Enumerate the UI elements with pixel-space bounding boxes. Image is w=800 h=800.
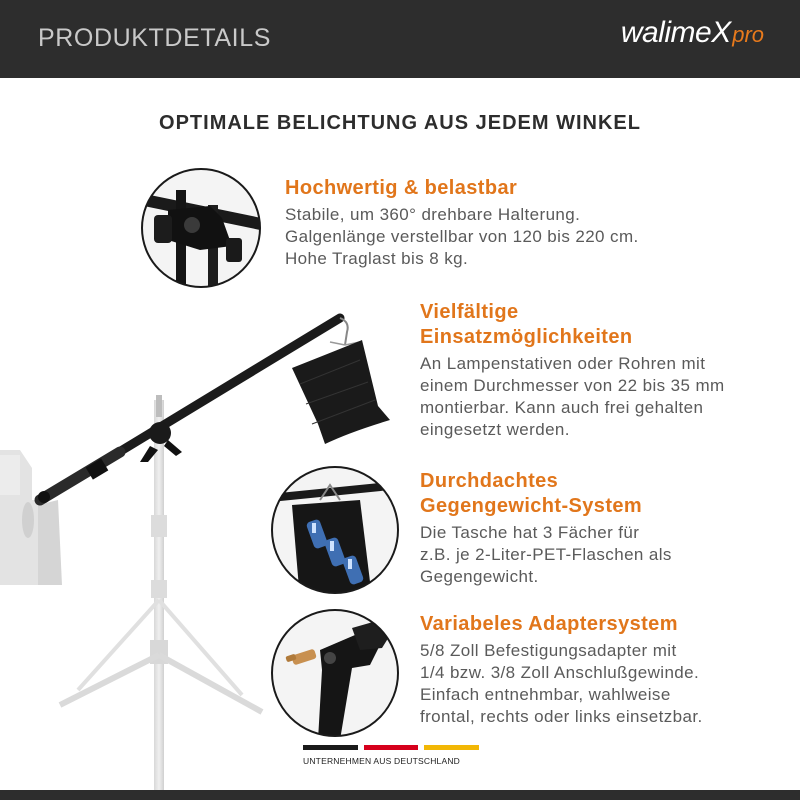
feature-title-line: Hochwertig & belastbar: [285, 177, 518, 199]
feature-versatility: [420, 300, 790, 441]
feature-title: [285, 176, 765, 201]
feature-text-line: 5/8 Zoll Befestigungsadapter mit: [420, 641, 677, 660]
logo-x: X: [711, 16, 732, 49]
feature-title: [420, 300, 790, 350]
flash-unit-image: [0, 450, 62, 585]
feature-title-line: Variabeles Adaptersystem: [420, 613, 678, 635]
feature-text-line: Stabile, um 360° drehbare Halterung.: [285, 205, 581, 224]
feature-counterweight: [420, 469, 790, 588]
feature-text-line: einem Durchmesser von 22 bis 35 mm: [420, 376, 725, 395]
feature-text-line: 1/4 bzw. 3/8 Zoll Anschlußgewinde.: [420, 663, 700, 682]
clamp-detail-image: [120, 169, 290, 300]
made-in-germany-badge: [303, 745, 479, 770]
german-flag-bars: [303, 745, 479, 750]
feature-title-line: Durchdachtes: [420, 470, 559, 492]
logo-wordmark: walime: [620, 16, 712, 49]
feature-text-line: Galgenlänge verstellbar von 120 bis 220 cm.: [285, 227, 639, 246]
feature-text: [420, 353, 790, 441]
feature-text: [285, 204, 765, 270]
feature-text-line: montierbar. Kann auch frei gehalten: [420, 398, 704, 417]
logo-pro: pro: [732, 22, 764, 47]
badge-label: UNTERNEHMEN AUS DEUTSCHLAND: [303, 756, 461, 766]
feature-text: [420, 640, 795, 728]
section-subtitle: OPTIMALE BELICHTUNG AUS JEDEM WINKEL: [159, 112, 641, 134]
light-stand-image: [60, 395, 262, 795]
feature-text-line: frontal, rechts oder links einsetzbar.: [420, 707, 703, 726]
flag-bar-red: [364, 745, 419, 750]
adapter-detail-image: [272, 610, 398, 740]
feature-text-line: An Lampenstativen oder Rohren mit: [420, 354, 706, 373]
feature-title-line: Vielfältige: [420, 301, 519, 323]
feature-quality: [285, 176, 765, 270]
feature-text-line: Einfach entnehmbar, wahlweise: [420, 685, 671, 704]
footer-bar: [0, 790, 800, 800]
feature-title: [420, 469, 790, 519]
feature-text-line: z.B. je 2-Liter-PET-Flaschen als: [420, 545, 672, 564]
feature-title: [420, 612, 795, 637]
feature-text-line: Gegengewicht.: [420, 567, 539, 586]
feature-text: [420, 522, 790, 588]
flag-bar-black: [303, 745, 358, 750]
feature-text-line: Die Tasche hat 3 Fächer für: [420, 523, 640, 542]
feature-text-line: eingesetzt werden.: [420, 420, 570, 439]
feature-title-line: Gegengewicht-System: [420, 495, 643, 517]
feature-text-line: Hohe Traglast bis 8 kg.: [285, 249, 469, 268]
flag-bar-gold: [424, 745, 479, 750]
page-title: PRODUKTDETAILS: [38, 24, 271, 52]
feature-adapter-system: [420, 612, 795, 728]
feature-title-line: Einsatzmöglichkeiten: [420, 326, 633, 348]
